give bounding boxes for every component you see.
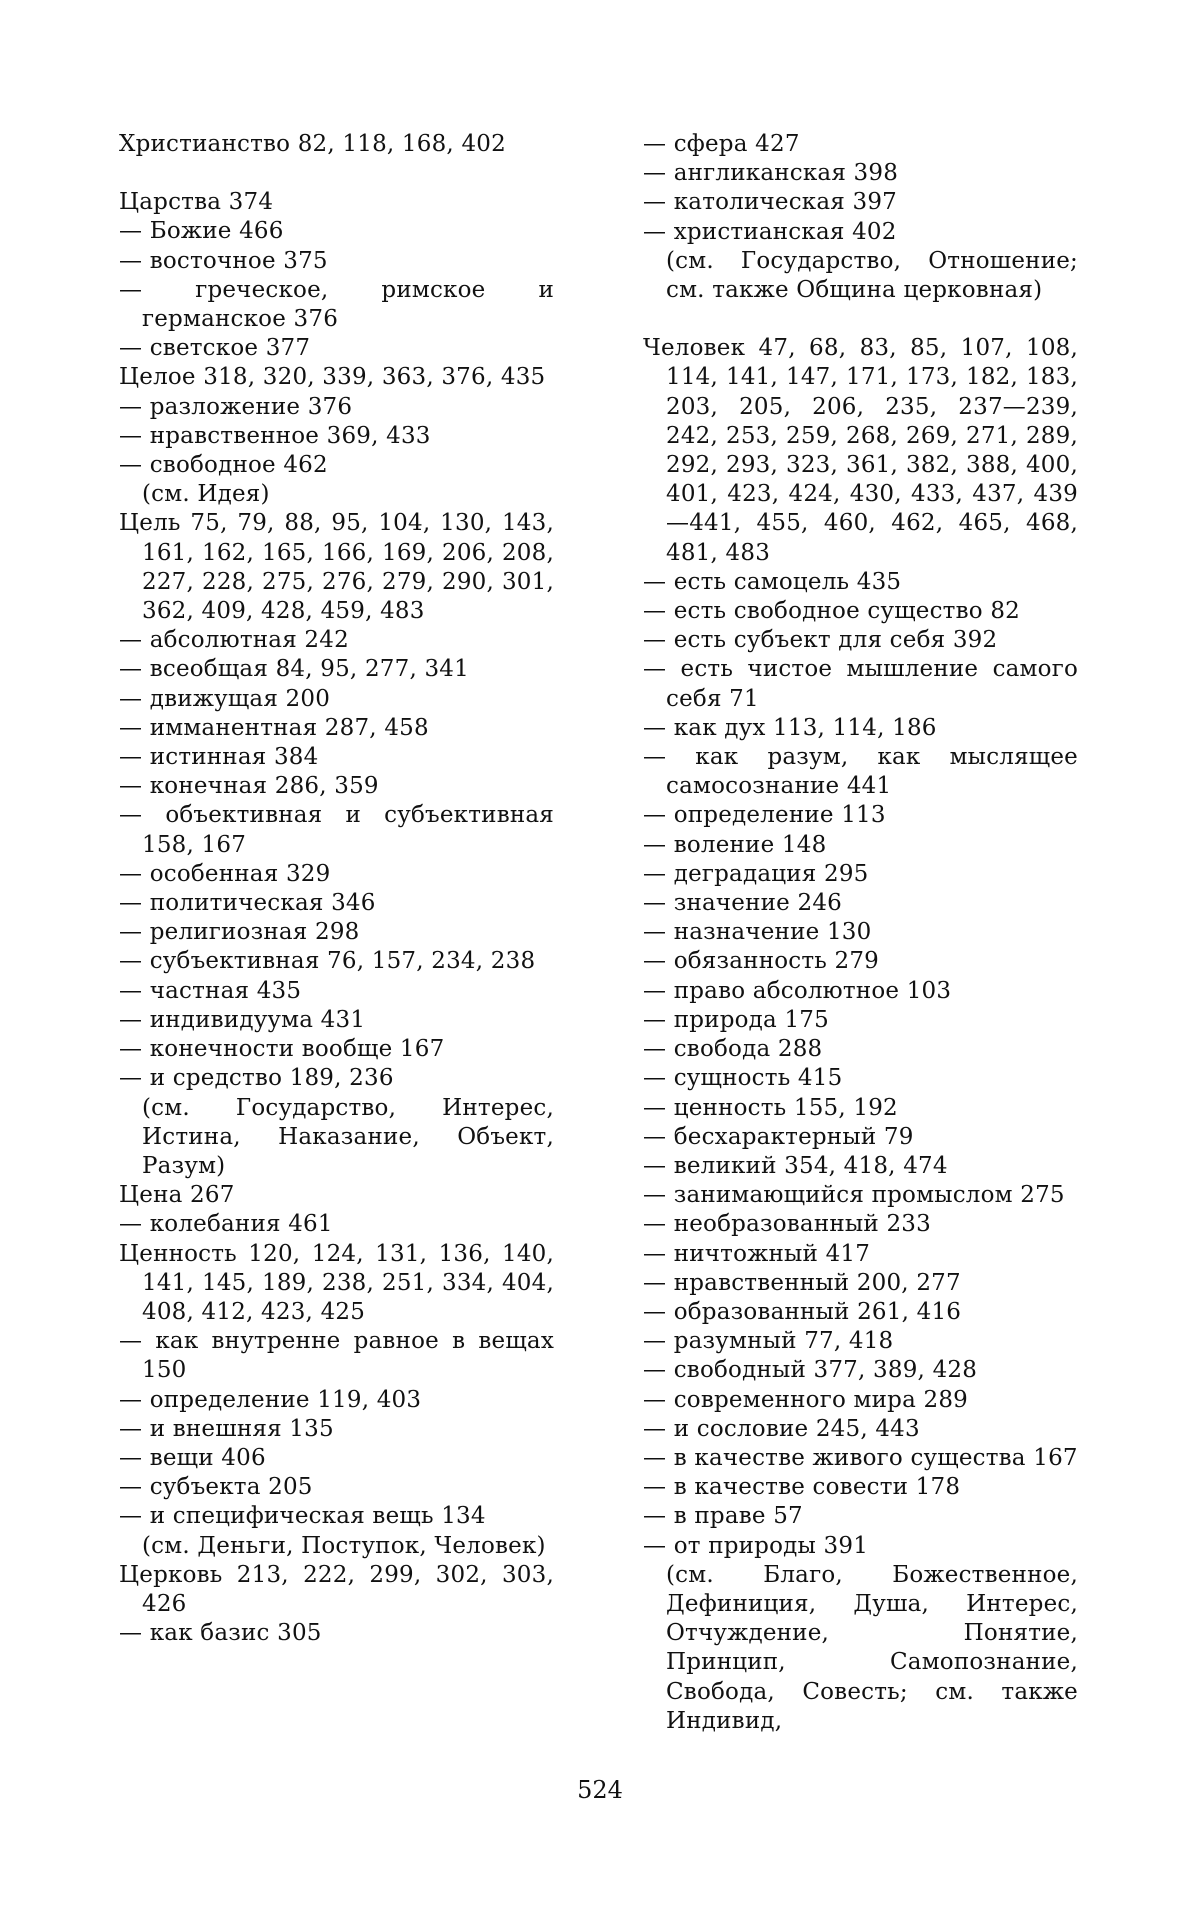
index-subentry: — есть чистое мышление самого себя 71 [643, 656, 1078, 712]
index-subentry: — индивидуума 431 [119, 1006, 366, 1033]
index-subentry: — Божие 466 [119, 218, 284, 245]
index-subentry: — определение 119, 403 [119, 1386, 422, 1413]
index-subentry: — и специфическая вещь 134 [119, 1503, 486, 1530]
index-subentry: — частная 435 [119, 977, 302, 1004]
index-subentry: — значение 246 [643, 890, 842, 917]
index-subentry: — образованный 261, 416 [643, 1298, 962, 1325]
index-subentry: — конечная 286, 359 [119, 773, 379, 800]
index-subentry: — нравственное 369, 433 [119, 422, 431, 449]
index-entry: Целое 318, 320, 339, 363, 376, 435 [119, 364, 546, 391]
index-subentry: — католическая 397 [643, 189, 898, 216]
index-subentry: — обязанность 279 [643, 948, 880, 975]
index-subentry: — религиозная 298 [119, 919, 360, 946]
index-cross-reference: (см. Государство, Интерес, Истина, Наказание, Объект, Разум) [142, 1094, 554, 1179]
index-subentry: — есть субъект для себя 392 [643, 627, 998, 654]
index-subentry: — необразованный 233 [643, 1211, 931, 1238]
index-cross-reference: (см. Деньги, Поступок, Человек) [142, 1532, 546, 1559]
index-subentry: — и средство 189, 236 [119, 1065, 394, 1092]
index-subentry: — ценность 155, 192 [643, 1094, 898, 1121]
index-subentry: — как дух 113, 114, 186 [643, 714, 937, 741]
index-subentry: — разумный 77, 418 [643, 1328, 894, 1355]
index-subentry: — деградация 295 [643, 860, 869, 887]
index-subentry: — назначение 130 [643, 919, 872, 946]
index-subentry: — особенная 329 [119, 860, 331, 887]
index-entry: Христианство 82, 118, 168, 402 [119, 131, 506, 157]
index-subentry: — есть свободное существо 82 [643, 598, 1020, 625]
index-subentry: — конечности вообще 167 [119, 1036, 445, 1063]
index-entry: Цель 75, 79, 88, 95, 104, 130, 143, 161, 162, 165, 166, 169, 206, 208, 227, 228, 275, 276, 279, 290, 301, 362, 409, 428, 459, 483 [119, 510, 554, 625]
index-column-left [119, 130, 554, 1648]
index-subentry: — сфера 427 [643, 131, 800, 157]
index-subentry: — субъективная 76, 157, 234, 238 [119, 948, 536, 975]
index-column-right [643, 130, 1078, 1736]
index-subentry: — абсолютная 242 [119, 627, 349, 654]
index-subentry: — политическая 346 [119, 890, 376, 917]
index-subentry: — истинная 384 [119, 744, 319, 771]
index-subentry: — вещи 406 [119, 1444, 266, 1471]
index-subentry: — всеобщая 84, 95, 277, 341 [119, 656, 469, 683]
index-cross-reference: (см. Идея) [142, 481, 270, 508]
index-subentry: — нравственный 200, 277 [643, 1269, 961, 1296]
index-subentry: — христианская 402 [643, 218, 897, 245]
index-entry: Человек 47, 68, 83, 85, 107, 108, 114, 141, 147, 171, 173, 182, 183, 203, 205, 206, 235, 237—239, 242, 253, 259, 268, 269, 271, 289, 292, 293, 323, 361, 382, 388, 400, 401, 423, 424, 430, 433, 437, 439—441, 455, 460, 462, 465, 468, 481, 483 [643, 335, 1078, 566]
index-subentry: — как разум, как мыслящее самосознание 441 [643, 744, 1078, 800]
index-subentry: — природа 175 [643, 1006, 829, 1033]
index-subentry: — великий 354, 418, 474 [643, 1152, 948, 1179]
index-entry: Царства 374 [119, 189, 274, 216]
index-subentry: — ничтожный 417 [643, 1240, 871, 1267]
index-entry: Ценность 120, 124, 131, 136, 140, 141, 145, 189, 238, 251, 334, 404, 408, 412, 423, 425 [119, 1240, 554, 1325]
index-subentry: — и внешняя 135 [119, 1415, 334, 1442]
page-number: 524 [577, 1776, 623, 1804]
index-subentry: — свободное 462 [119, 452, 328, 479]
index-subentry: — занимающийся промыслом 275 [643, 1182, 1065, 1209]
index-subentry: — свободный 377, 389, 428 [643, 1357, 978, 1384]
index-cross-reference: (см. Благо, Божественное, Дефиниция, Душа, Интерес, Отчуждение, Понятие, Принцип, Самопознание, Свобода, Совесть; см. также Индивид, [666, 1561, 1078, 1734]
index-subentry: — сущность 415 [643, 1065, 843, 1092]
index-subentry: — бесхарактерный 79 [643, 1123, 914, 1150]
index-subentry: — колебания 461 [119, 1211, 333, 1238]
index-subentry: — воление 148 [643, 831, 827, 858]
index-subentry: — право абсолютное 103 [643, 977, 952, 1004]
index-subentry: — англиканская 398 [643, 160, 899, 187]
index-subentry: — в качестве живого существа 167 [643, 1444, 1078, 1471]
index-subentry: — свобода 288 [643, 1036, 823, 1063]
index-subentry: — восточное 375 [119, 247, 328, 274]
index-subentry: — определение 113 [643, 802, 886, 829]
index-subentry: — есть самоцель 435 [643, 568, 902, 595]
index-subentry: — движущая 200 [119, 685, 331, 712]
index-entry: Цена 267 [119, 1182, 235, 1209]
index-subentry: — и сословие 245, 443 [643, 1415, 920, 1442]
index-subentry: — в праве 57 [643, 1503, 803, 1530]
index-subentry: — субъекта 205 [119, 1474, 313, 1501]
index-subentry: — как внутренне равное в вещах 150 [119, 1328, 554, 1384]
index-subentry: — от природы 391 [643, 1532, 869, 1559]
index-subentry: — разложение 376 [119, 393, 353, 420]
index-subentry: — в качестве совести 178 [643, 1474, 961, 1501]
index-subentry: — объективная и субъективная 158, 167 [119, 802, 554, 858]
index-subentry: — как базис 305 [119, 1620, 322, 1647]
index-subentry: — имманентная 287, 458 [119, 714, 429, 741]
index-entry: Церковь 213, 222, 299, 302, 303, 426 [119, 1561, 554, 1617]
index-subentry: — светское 377 [119, 335, 311, 362]
index-subentry: — современного мира 289 [643, 1386, 969, 1413]
index-cross-reference: (см. Государство, Отношение; см. также Община церковная) [666, 247, 1078, 304]
index-subentry: — греческое, римское и германское 376 [119, 276, 554, 333]
